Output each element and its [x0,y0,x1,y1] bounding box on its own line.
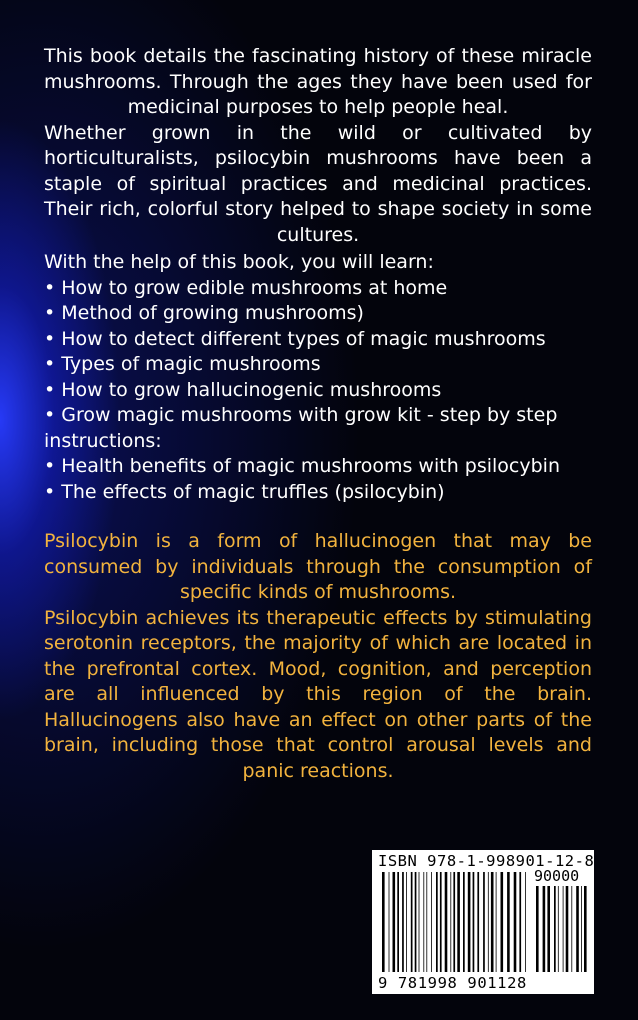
barcode-bar [496,872,497,972]
barcode-bar [419,872,420,972]
barcode-bar [382,872,385,972]
barcode-bar [468,872,471,972]
barcode-bar [445,872,448,972]
barcode-bar [457,872,460,972]
psilocybin-paragraph [44,529,592,784]
barcode-bar [507,872,510,972]
isbn-label: ISBN 978-1-998901-12-8 [378,852,595,870]
barcode-bar [440,872,442,972]
barcode-bar [473,872,475,972]
barcode-bar [436,872,438,972]
barcode-bars [382,872,528,972]
intro-paragraph-line: This book details the fascinating history of these miracle mushrooms. Through the ages they have been used for medicinal purposes to help people heal. [44,45,592,118]
barcode-bar [483,872,485,972]
barcode-bar [389,872,390,972]
addon-barcode-bars [536,886,588,972]
barcode-bar [525,872,526,972]
barcode-bar [488,872,489,972]
barcode-bar [431,872,432,972]
learn-intro: With the help of this book, you will learn: [44,251,434,273]
intro-paragraph [44,44,592,248]
learn-item: • How to grow hallucinogenic mushrooms [44,378,442,401]
learn-item: • Method of growing mushrooms) [44,302,364,324]
barcode-bar [543,886,546,972]
psilocybin-paragraph-line: Psilocybin is a form of hallucinogen that may be consumed by individuals through the consumption of specific kinds of mushrooms. [44,530,592,603]
barcode-bar [571,886,572,972]
barcode-bar [514,872,517,972]
barcode-bar [501,872,504,972]
barcode-bar [423,872,424,972]
barcode-bar [558,886,559,972]
barcode-bar [426,872,427,972]
barcode-bar [393,872,396,972]
isbn-barcode [372,850,594,994]
barcode-bar [406,872,407,972]
barcode-bar [453,872,455,972]
learn-item: • Types of magic mushrooms [44,353,321,375]
learn-item: • The effects of magic truffles (psilocybin) [44,480,445,503]
barcode-bar [397,872,399,972]
barcode-bar [554,886,556,972]
learn-item: • Grow magic mushrooms with grow kit - step by step [44,404,558,426]
barcode-bar [576,886,579,972]
learn-list [44,250,592,505]
barcode-bar [536,886,539,972]
barcode-bar [463,872,465,972]
barcode-bar [415,872,417,972]
barcode-bar [566,886,569,972]
barcode-bar [477,872,479,972]
barcode-bar [563,886,564,972]
barcode-bar [491,872,494,972]
learn-item: • How to detect different types of magic mushrooms [44,327,546,350]
barcode-bar [402,872,404,972]
intro-paragraph-line: Whether grown in the wild or cultivated by horticulturalists, psilocybin mushrooms have been a staple of spiritual practices and medicinal practices. Their rich, colorful story helped to shape society in some cultures. [44,121,592,246]
barcode-bar [584,886,587,972]
psilocybin-paragraph-line: Psilocybin achieves its therapeutic effects by stimulating serotonin receptors, the majority of which are located in the prefrontal cortex. Mood, cognition, and perception are all influenced by this region of the brain. Hallucinogens also have an effect on other parts of the brain, including those that control arousal levels and panic reactions. [44,606,592,782]
barcode-bar [450,872,451,972]
barcode-bar [547,886,550,972]
learn-item: instructions: [44,429,162,452]
barcode-bar [411,872,413,972]
addon-code: 90000 [534,867,580,885]
barcode-number: 9 781998 901128 [378,974,527,992]
learn-item: • How to grow edible mushrooms at home [44,276,448,299]
barcode-bar [581,886,582,972]
learn-item: • Health benefits of magic mushrooms with psilocybin [44,455,560,477]
barcode-bar [519,872,521,972]
